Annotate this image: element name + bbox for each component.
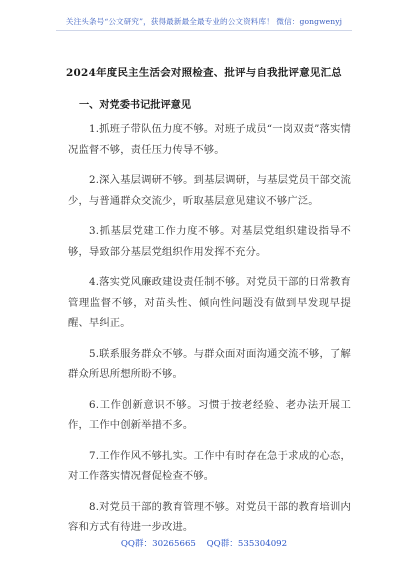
criticism-list [68, 119, 351, 548]
list-item: 4.落实党风廉政建设责任制不够。对党员干部的日常教育管理监督不够，对苗头性、倾向性问题没有做到早发现早提醒、早纠正。 [68, 276, 351, 329]
section-heading: 一、对党委书记批评意见 [79, 99, 192, 111]
list-item: 2.深入基层调研不够。到基层调研，与基层党员干部交流少，与普通群众交流少，听取基层意见建议不够广泛。 [68, 174, 351, 207]
header-divider [56, 30, 352, 31]
list-item: 8.对党员干部的教育管理不够。对党员干部的教育培训内容和方式有待进一步改进。 [68, 500, 351, 533]
document-title: 2024年度民主生活会对照检查、批评与自我批评意见汇总 [65, 67, 342, 79]
footer-qq-groups [0, 537, 408, 549]
list-item: 1.抓班子带队伍力度不够。对班子成员“一岗双责”落实情况监督不够，责任压力传导不够。 [68, 123, 351, 156]
list-item: 7.工作作风不够扎实。工作中有时存在急于求成的心态，对工作落实情况督促检查不够。 [68, 449, 351, 482]
footer-qq-group-2: QQ群：535304092 [206, 539, 288, 549]
list-item: 3.抓基层党建工作力度不够。对基层党组织建设指导不够，导致部分基层党组织作用发挥不充分。 [68, 225, 351, 258]
list-item: 6.工作创新意识不够。习惯于按老经验、老办法开展工作，工作中创新举措不多。 [68, 398, 351, 431]
footer-qq-group-1: QQ群：30265665 [120, 539, 196, 549]
list-item: 5.联系服务群众不够。与群众面对面沟通交流不够，了解群众所思所想所盼不够。 [68, 347, 351, 380]
header-promo-note: 关注头条号“公文研究”，获得最新最全最专业的公文资料库！ 微信：gongwenyj [65, 17, 343, 26]
